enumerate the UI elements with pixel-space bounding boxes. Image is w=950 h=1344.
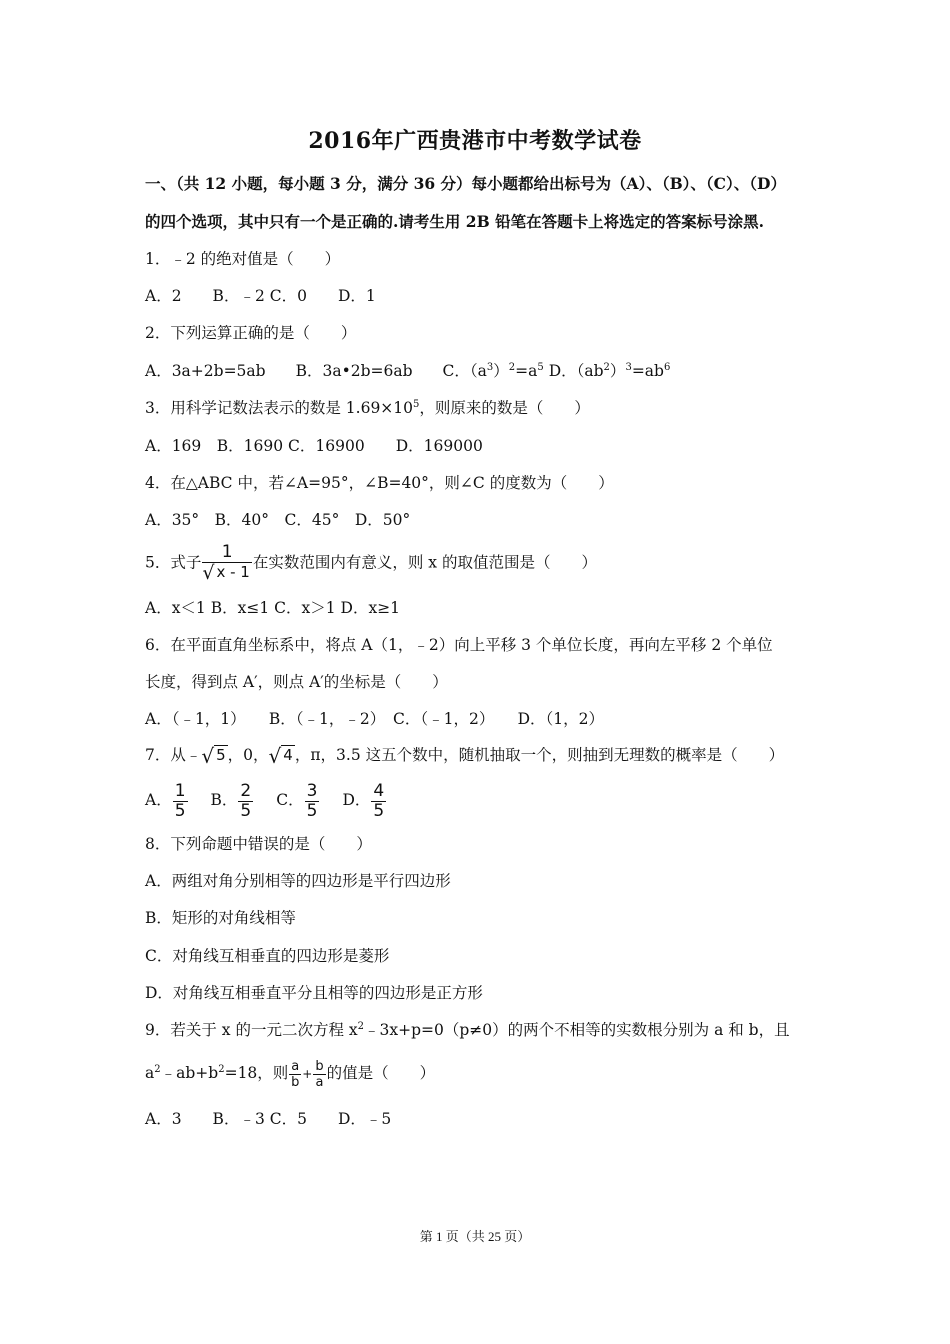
sqrt-five: √ 5: [201, 744, 226, 768]
fraction-three-fifths: $\frac{3}{5}$: [306, 780, 318, 821]
page-title: 2016年广西贵港市中考数学试卷: [308, 128, 642, 154]
question-3-stem: 3．用科学记数法表示的数是 $1.69\times 10^5$，则原来的数是（ ）: [145, 399, 590, 417]
section-instructions-line-1: 一、（共 12 小题，每小题 3 分，满分 36 分）每小题都给出标号为（A）、（B）、（C）、（D）: [145, 174, 786, 193]
fraction-four-fifths: $\frac{4}{5}$: [373, 780, 385, 821]
question-6-options: A．（﹣1，1） B．（﹣1，﹣2） C．（﹣1，2） D．（1，2）: [145, 710, 605, 728]
question-9-line-2: $a^2﹣ab+b^2=18$，则 $\frac{a}{b}$ + $\frac{b}{a}$ 的值是（ ）: [145, 1058, 436, 1090]
question-2-option-b: B．3a•2b=6ab: [295, 362, 413, 380]
question-4-stem: 4．在△ABC 中，若∠A=95°，∠B=40°，则∠C 的度数为（ ）: [145, 474, 614, 492]
question-8-option-b: B．矩形的对角线相等: [145, 909, 296, 927]
question-1-options: A．2 B．﹣2 C．0 D．1: [145, 287, 376, 305]
question-1-stem: 1．﹣2 的绝对值是（ ）: [145, 250, 341, 268]
fraction-one-fifth: $\frac{1}{5}$: [174, 780, 186, 821]
fraction-a-over-b: $\frac{a}{b}$: [291, 1058, 300, 1090]
fraction-b-over-a: $\frac{b}{a}$: [315, 1058, 324, 1090]
question-8-option-a: A．两组对角分别相等的四边形是平行四边形: [145, 872, 451, 890]
question-3-options: A．169 B．1690 C．16900 D．169000: [145, 437, 483, 455]
fraction-two-fifths: $\frac{2}{5}$: [240, 780, 252, 821]
question-9-options: A．3 B．﹣3 C．5 D．﹣5: [145, 1110, 392, 1128]
question-5-options: A．x＜1 B．x≤1 C．x＞1 D．x≥1: [145, 599, 401, 617]
question-6-line-1: 6．在平面直角坐标系中，将点 A（1，﹣2）向上平移 3 个单位长度，再向左平移 2 个单位: [145, 636, 773, 654]
question-8-stem: 8．下列命题中错误的是（ ）: [145, 835, 372, 853]
question-7-stem: 7．从﹣√ 5 ，0，√ 4 ，π，3.5 这五个数中，随机抽取一个，则抽到无理数的概率是（ ）: [145, 744, 785, 768]
page-footer: 第 1 页（共 25 页）: [419, 1229, 531, 1244]
question-6-line-2: 长度，得到点 A′，则点 A′的坐标是（ ）: [145, 673, 448, 691]
question-2-option-a: A．3a+2b=5ab: [145, 362, 266, 380]
question-9-line-1: 9．若关于 x 的一元二次方程 $x^2﹣3x+p=0(p\ne 0)$的两个不相等的实数根分别为 a 和 b，且: [145, 1021, 790, 1039]
question-2-option-c: C．$(a^3)^2=a^5$: [442, 362, 544, 380]
question-7-options: A． $\frac{1}{5}$ B． $\frac{2}{5}$ C． $\frac{3}{5}$ D． $\frac{4}{5}$: [145, 780, 385, 821]
sqrt-four: √ 4: [268, 744, 293, 768]
question-4-options: A．35° B．40° C．45° D．50°: [145, 511, 411, 529]
question-8-option-d: D．对角线互相垂直平分且相等的四边形是正方形: [145, 984, 483, 1002]
question-2-stem: 2．下列运算正确的是（ ）: [145, 324, 357, 342]
question-5-stem: 5．式子 $\frac{1}{√ x - 1}$ 在实数范围内有意义，则 x 的取值范围是（ ）: [145, 542, 597, 584]
section-instructions-line-2: 的四个选项，其中只有一个是正确的.请考生用 2B 铅笔在答题卡上将选定的答案标号涂黑.: [145, 212, 764, 231]
question-2-options: [145, 359, 670, 383]
question-2-option-d: D．$(ab^2)^3=ab^6$: [543, 362, 671, 380]
fraction-one-over-sqrt: $\frac{1}{√ x - 1}$: [202, 542, 250, 584]
question-8-option-c: C．对角线互相垂直的四边形是菱形: [145, 947, 390, 965]
